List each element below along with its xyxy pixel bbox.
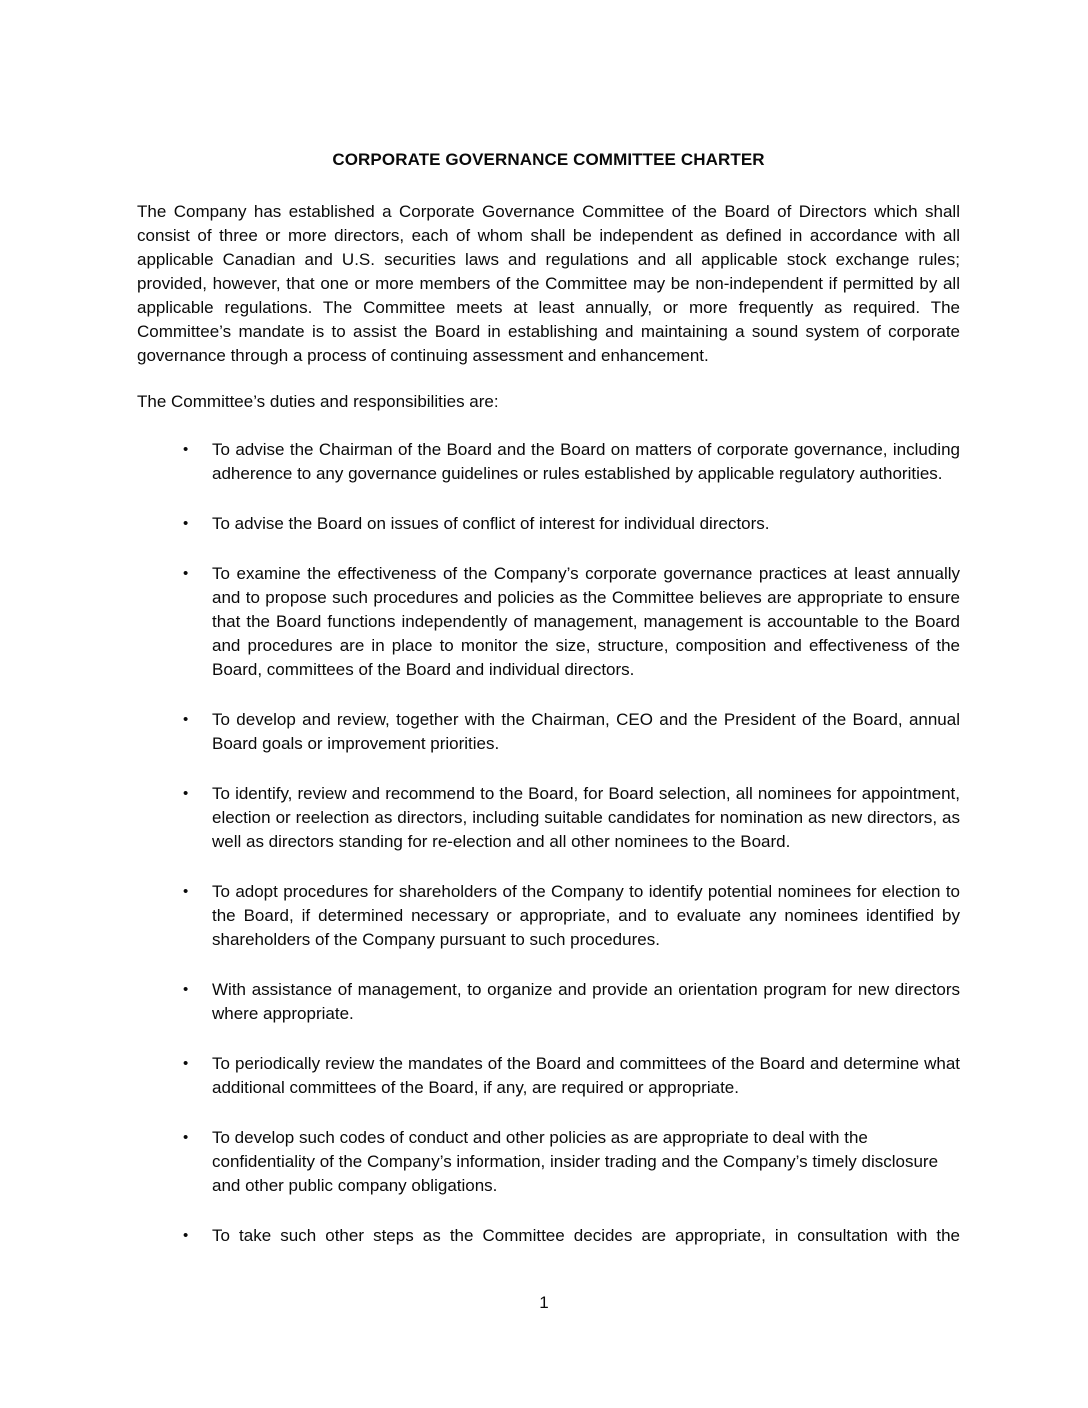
list-item-text: To examine the effectiveness of the Company’s corporate governance practices at least annually and to propose such procedures and policies as the Committee believes are appropriate to ensure that the Board functions independently of management, management is accountable to the Board and procedures are in place to monitor the size, structure, composition and effectiveness of the Board, committees of the Board and individual directors. — [212, 564, 960, 679]
page-number: 1 — [539, 1293, 549, 1312]
list-item-text: To advise the Chairman of the Board and the Board on matters of corporate governance, including adherence to any governance guidelines or rules established by applicable regulatory authorities. — [212, 440, 960, 483]
list-item-text: To develop such codes of conduct and other policies as are appropriate to deal with the confidentiality of the Company’s information, insider trading and the Company’s timely disclosure and other public company obligations. — [212, 1128, 939, 1195]
list-item — [137, 1126, 960, 1198]
duties-list — [137, 438, 960, 1248]
list-item-text: To periodically review the mandates of the Board and committees of the Board and determine what additional committees of the Board, if any, are required or appropriate. — [212, 1054, 960, 1097]
list-item-text: To develop and review, together with the Chairman, CEO and the President of the Board, annual Board goals or improvement priorities. — [212, 710, 960, 753]
bullet-icon: • — [183, 515, 189, 532]
bullet-icon: • — [183, 1055, 189, 1072]
bullet-icon: • — [183, 883, 189, 900]
list-item — [137, 880, 960, 952]
bullet-icon: • — [183, 1227, 189, 1244]
list-item — [137, 562, 960, 682]
bullet-icon: • — [183, 1129, 189, 1146]
bullet-icon: • — [183, 785, 189, 802]
list-item-text: To identify, review and recommend to the Board, for Board selection, all nominees for appointment, election or reelection as directors, including suitable candidates for nomination as new directors, as well as directors standing for re-election and all other nominees to the Board. — [212, 784, 960, 851]
duties-intro: The Committee’s duties and responsibilities are: — [137, 392, 499, 411]
list-item — [137, 512, 960, 536]
bullet-icon: • — [183, 981, 189, 998]
bullet-icon: • — [183, 565, 189, 582]
list-item — [137, 708, 960, 756]
list-item-text: To adopt procedures for shareholders of the Company to identify potential nominees for election to the Board, if determined necessary or appropriate, and to evaluate any nominees identified by shareholders of the Company pursuant to such procedures. — [212, 882, 960, 949]
bullet-icon: • — [183, 711, 189, 728]
intro-paragraph: The Company has established a Corporate Governance Committee of the Board of Directors which shall consist of three or more directors, each of whom shall be independent as defined in accordance with all applicable Canadian and U.S. securities laws and regulations and all applicable stock exchange rules; provided, however, that one or more members of the Committee may be non-independent if permitted by all applicable regulations. The Committee meets at least annually, or more frequently as required. The Committee’s mandate is to assist the Board in establishing and maintaining a sound system of corporate governance through a process of continuing assessment and enhancement. — [137, 202, 960, 365]
list-item-text: To advise the Board on issues of conflict of interest for individual directors. — [212, 514, 770, 533]
list-item — [137, 782, 960, 854]
list-item — [137, 438, 960, 486]
bullet-icon: • — [183, 441, 189, 458]
list-item-text: To take such other steps as the Committee decides are appropriate, in consultation with the — [212, 1226, 960, 1245]
list-item-text: With assistance of management, to organize and provide an orientation program for new directors where appropriate. — [212, 980, 960, 1023]
list-item — [137, 1224, 960, 1248]
document-title: CORPORATE GOVERNANCE COMMITTEE CHARTER — [332, 150, 765, 169]
list-item — [137, 1052, 960, 1100]
list-item — [137, 978, 960, 1026]
